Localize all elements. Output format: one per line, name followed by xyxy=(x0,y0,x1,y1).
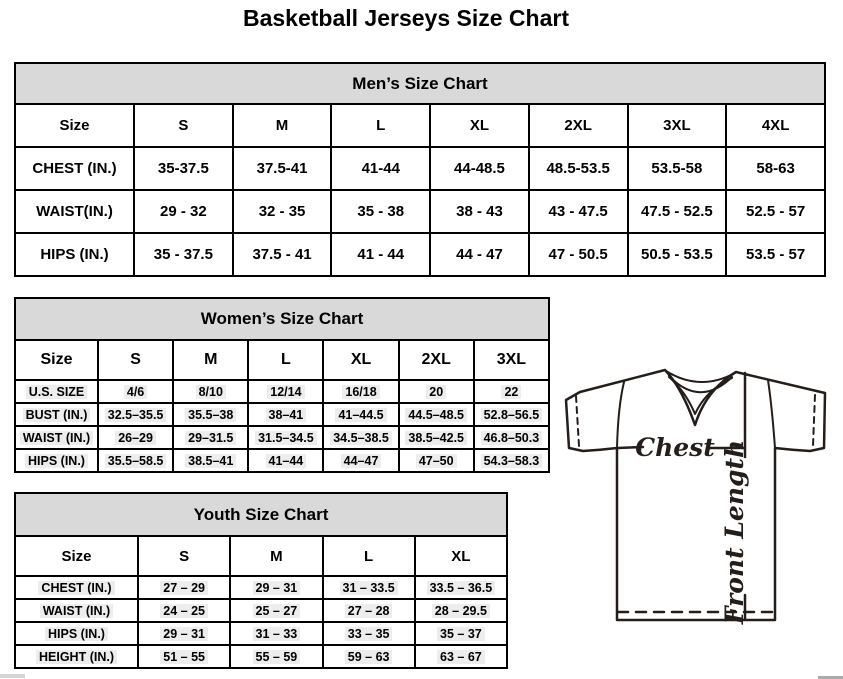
cell-value: 12/14 xyxy=(267,385,304,399)
size-header-label: Size xyxy=(15,104,134,147)
cell-value: 24 – 25 xyxy=(160,604,208,618)
cell-value: 43 - 47.5 xyxy=(548,203,608,220)
cell-value: 27 – 29 xyxy=(160,581,208,595)
row-label-cell xyxy=(15,190,134,233)
value-cell xyxy=(230,576,322,599)
jersey-measurement-diagram xyxy=(556,362,840,632)
row-label-cell xyxy=(15,380,98,403)
cell-value: 51 – 55 xyxy=(160,650,208,664)
value-cell xyxy=(248,449,323,472)
value-cell xyxy=(474,449,549,472)
jersey-outline xyxy=(566,370,825,620)
table-row xyxy=(15,147,825,190)
cell-value: 41–44 xyxy=(266,454,307,468)
cell-value: 16/18 xyxy=(342,385,379,399)
value-cell xyxy=(233,147,332,190)
row-label-cell xyxy=(15,233,134,276)
cell-value: 4/6 xyxy=(124,385,147,399)
cell-value: 35.5–38 xyxy=(185,408,236,422)
chart-title-band: Youth Size Chart xyxy=(15,493,507,536)
cell-value: 29 - 32 xyxy=(160,203,207,220)
womens-size-table xyxy=(14,297,550,473)
cell-value: 32.5–35.5 xyxy=(105,408,167,422)
size-column-header: L xyxy=(248,340,323,380)
cell-value: 52.5 - 57 xyxy=(746,203,806,220)
cell-value: 35 – 37 xyxy=(437,627,485,641)
table-row xyxy=(15,599,507,622)
table-row xyxy=(15,576,507,599)
size-column-header: 4XL xyxy=(726,104,825,147)
table-row xyxy=(15,380,549,403)
value-cell xyxy=(399,426,474,449)
page-title: Basketball Jerseys Size Chart xyxy=(242,5,569,31)
value-cell xyxy=(248,380,323,403)
cell-value: 63 – 67 xyxy=(437,650,485,664)
cell-value: 25 – 27 xyxy=(253,604,301,618)
cell-value: 29–31.5 xyxy=(185,431,236,445)
value-cell xyxy=(138,576,230,599)
value-cell xyxy=(230,622,322,645)
table-row xyxy=(15,449,549,472)
cell-value: 37.5-41 xyxy=(256,160,308,177)
size-column-header: M xyxy=(233,104,332,147)
value-cell xyxy=(430,147,529,190)
cell-value: 47.5 - 52.5 xyxy=(641,203,713,220)
cell-value: 38 - 43 xyxy=(456,203,503,220)
cell-value: 38.5–42.5 xyxy=(405,431,467,445)
cell-value: 59 – 63 xyxy=(345,650,393,664)
value-cell xyxy=(230,599,322,622)
cell-value: 29 – 31 xyxy=(160,627,208,641)
cell-value: 29 – 31 xyxy=(253,581,301,595)
value-cell xyxy=(474,426,549,449)
value-cell xyxy=(323,426,398,449)
value-cell xyxy=(98,380,173,403)
size-header-label: Size xyxy=(15,340,98,380)
youth-size-table xyxy=(14,492,508,669)
table-row xyxy=(15,622,507,645)
cell-value: 26–29 xyxy=(115,431,156,445)
right-cuff-dashed-line xyxy=(813,395,815,446)
cell-value: 28 – 29.5 xyxy=(432,604,490,618)
cell-value: 31.5–34.5 xyxy=(255,431,317,445)
value-cell xyxy=(134,233,233,276)
value-cell xyxy=(399,403,474,426)
cell-value: 35.5–58.5 xyxy=(105,454,167,468)
value-cell xyxy=(331,190,430,233)
size-column-header: S xyxy=(134,104,233,147)
cell-value: 48.5-53.5 xyxy=(546,160,610,177)
chart-title-band: Women’s Size Chart xyxy=(15,298,549,340)
row-label: U.S. SIZE xyxy=(26,385,88,399)
cell-value: 8/10 xyxy=(196,385,226,399)
row-label: BUST (IN.) xyxy=(23,408,91,422)
row-label: WAIST (IN.) xyxy=(40,604,113,618)
cell-value: 41-44 xyxy=(361,160,400,177)
left-sleeve-seam xyxy=(617,382,624,448)
row-label-cell xyxy=(15,622,138,645)
value-cell xyxy=(323,449,398,472)
size-column-header: L xyxy=(331,104,430,147)
size-column-header: XL xyxy=(415,536,507,576)
row-label: HIPS (IN.) xyxy=(45,627,108,641)
cell-value: 32 - 35 xyxy=(258,203,306,220)
chest-label: Chest xyxy=(635,433,715,462)
size-column-header: M xyxy=(230,536,322,576)
size-column-header: XL xyxy=(430,104,529,147)
value-cell xyxy=(399,380,474,403)
value-cell xyxy=(415,599,507,622)
row-label-cell xyxy=(15,599,138,622)
value-cell xyxy=(230,645,322,668)
value-cell xyxy=(430,190,529,233)
value-cell xyxy=(323,622,415,645)
value-cell xyxy=(474,380,549,403)
cell-value: 31 – 33 xyxy=(253,627,301,641)
cell-value: 58-63 xyxy=(756,160,795,177)
cell-value: 47–50 xyxy=(416,454,457,468)
cell-value: 53.5 - 57 xyxy=(746,246,806,263)
cell-value: 44 - 47 xyxy=(456,246,503,263)
size-column-header: 3XL xyxy=(628,104,727,147)
cell-value: 55 – 59 xyxy=(253,650,301,664)
cell-value: 53.5-58 xyxy=(651,160,703,177)
right-sleeve-seam xyxy=(768,380,775,448)
row-label-cell xyxy=(15,576,138,599)
cell-value: 33.5 – 36.5 xyxy=(427,581,496,595)
cell-value: 44.5–48.5 xyxy=(405,408,467,422)
size-column-header: S xyxy=(98,340,173,380)
value-cell xyxy=(628,233,727,276)
value-cell xyxy=(173,380,248,403)
value-cell xyxy=(173,403,248,426)
scrollbar-fragment-left[interactable] xyxy=(0,674,25,678)
row-label: CHEST (IN.) xyxy=(32,160,117,177)
size-header-label: Size xyxy=(15,536,138,576)
value-cell xyxy=(138,622,230,645)
row-label: WAIST(IN.) xyxy=(36,203,113,220)
cell-value: 33 – 35 xyxy=(345,627,393,641)
cell-value: 44-48.5 xyxy=(454,160,505,177)
cell-value: 46.8–50.3 xyxy=(481,431,543,445)
chart-title-band: Men’s Size Chart xyxy=(15,63,825,104)
value-cell xyxy=(323,576,415,599)
row-label-cell xyxy=(15,449,98,472)
value-cell xyxy=(331,147,430,190)
value-cell xyxy=(628,190,727,233)
value-cell xyxy=(430,233,529,276)
cell-value: 52.8–56.5 xyxy=(481,408,543,422)
value-cell xyxy=(233,233,332,276)
value-cell xyxy=(138,645,230,668)
value-cell xyxy=(415,622,507,645)
left-cuff-dashed-line xyxy=(576,396,579,446)
cell-value: 50.5 - 53.5 xyxy=(641,246,713,263)
value-cell xyxy=(628,147,727,190)
value-cell xyxy=(323,403,398,426)
row-label-cell xyxy=(15,147,134,190)
value-cell xyxy=(323,599,415,622)
value-cell xyxy=(726,147,825,190)
value-cell xyxy=(415,576,507,599)
value-cell xyxy=(98,403,173,426)
value-cell xyxy=(173,449,248,472)
value-cell xyxy=(474,403,549,426)
value-cell xyxy=(529,147,628,190)
value-cell xyxy=(98,426,173,449)
table-row xyxy=(15,645,507,668)
mens-size-table xyxy=(14,62,826,277)
cell-value: 20 xyxy=(426,385,446,399)
table-row xyxy=(15,403,549,426)
size-column-header: S xyxy=(138,536,230,576)
value-cell xyxy=(173,426,248,449)
size-column-header: XL xyxy=(323,340,398,380)
row-label-cell xyxy=(15,645,138,668)
value-cell xyxy=(529,233,628,276)
value-cell xyxy=(233,190,332,233)
value-cell xyxy=(323,380,398,403)
value-cell xyxy=(248,426,323,449)
value-cell xyxy=(248,403,323,426)
row-label: HIPS (IN.) xyxy=(40,246,109,263)
table-row xyxy=(15,190,825,233)
cell-value: 22 xyxy=(501,385,521,399)
value-cell xyxy=(331,233,430,276)
jersey-diagram-svg xyxy=(556,362,840,632)
value-cell xyxy=(323,645,415,668)
size-column-header: M xyxy=(173,340,248,380)
size-column-header: L xyxy=(323,536,415,576)
row-label: WAIST (IN.) xyxy=(20,431,93,445)
cell-value: 27 – 28 xyxy=(345,604,393,618)
cell-value: 35 - 37.5 xyxy=(153,246,213,263)
cell-value: 41 - 44 xyxy=(357,246,405,263)
value-cell xyxy=(138,599,230,622)
value-cell xyxy=(98,449,173,472)
size-column-header: 3XL xyxy=(474,340,549,380)
cell-value: 31 – 33.5 xyxy=(340,581,398,595)
row-label: CHEST (IN.) xyxy=(38,581,114,595)
cell-value: 35 - 38 xyxy=(357,203,405,220)
cell-value: 34.5–38.5 xyxy=(330,431,392,445)
table-row xyxy=(15,426,549,449)
row-label-cell xyxy=(15,403,98,426)
size-column-header: 2XL xyxy=(529,104,628,147)
cell-value: 44–47 xyxy=(341,454,382,468)
front-length-label: Front Length xyxy=(720,439,749,625)
row-label-cell xyxy=(15,426,98,449)
size-column-header: 2XL xyxy=(399,340,474,380)
cell-value: 35-37.5 xyxy=(157,160,209,177)
table-row xyxy=(15,233,825,276)
value-cell xyxy=(529,190,628,233)
cell-value: 47 - 50.5 xyxy=(548,246,608,263)
value-cell xyxy=(399,449,474,472)
row-label: HIPS (IN.) xyxy=(25,454,88,468)
cell-value: 37.5 - 41 xyxy=(252,246,312,263)
value-cell xyxy=(415,645,507,668)
value-cell xyxy=(726,233,825,276)
cell-value: 38.5–41 xyxy=(185,454,236,468)
value-cell xyxy=(726,190,825,233)
row-label: HEIGHT (IN.) xyxy=(36,650,117,664)
cell-value: 54.3–58.3 xyxy=(481,454,543,468)
value-cell xyxy=(134,147,233,190)
cell-value: 41–44.5 xyxy=(335,408,386,422)
value-cell xyxy=(134,190,233,233)
cell-value: 38–41 xyxy=(266,408,307,422)
